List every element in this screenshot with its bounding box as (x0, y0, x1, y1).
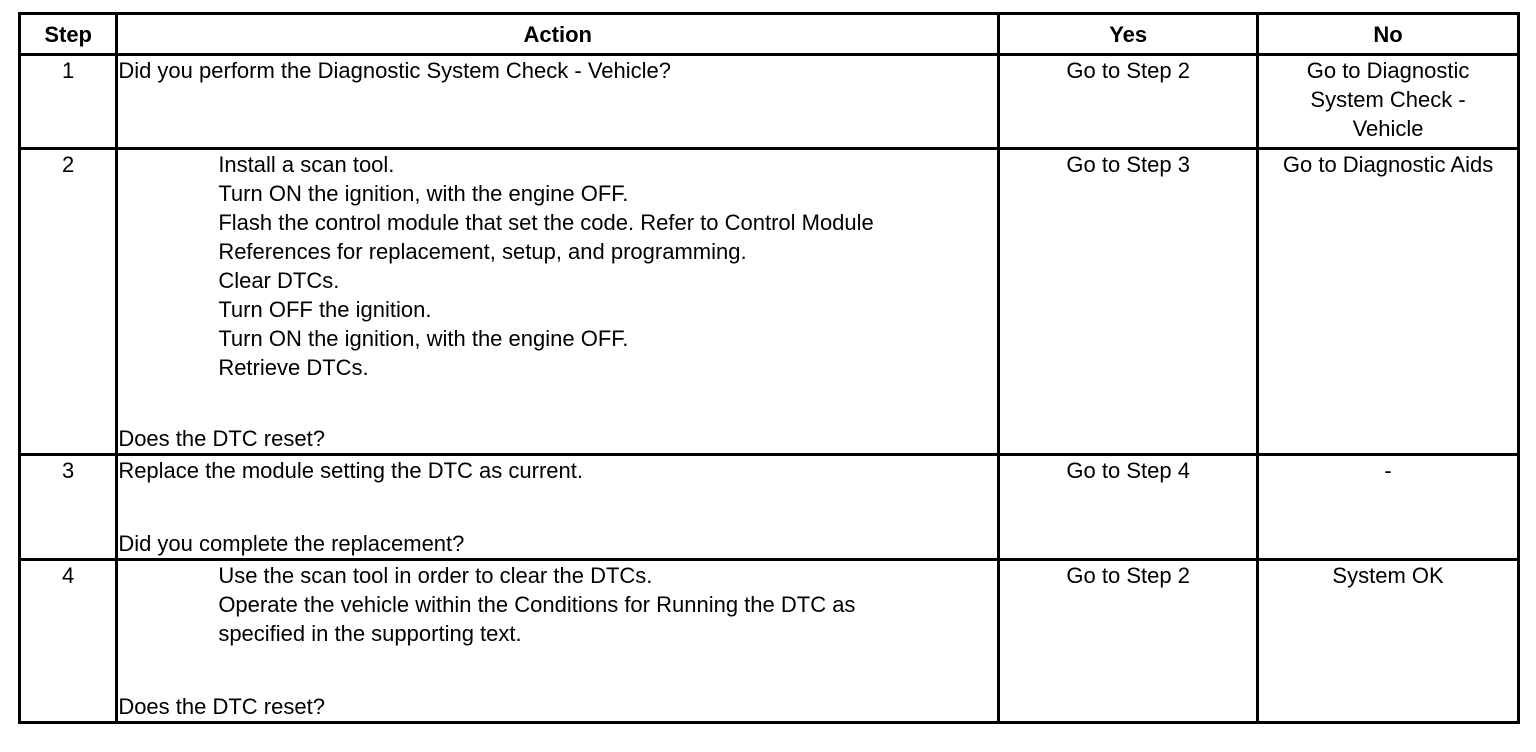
action-question: Does the DTC reset? (118, 426, 325, 451)
header-row (20, 14, 1519, 55)
no-line: System Check - (1310, 87, 1466, 112)
action-question: Did you complete the replacement? (118, 531, 465, 556)
instruction-item: Retrieve DTCs. (218, 355, 369, 380)
no-cell: Go to Diagnostic Aids (1258, 149, 1519, 455)
no-line: Vehicle (1352, 116, 1424, 141)
header-no: No (1258, 14, 1519, 55)
header-action: Action (117, 14, 999, 55)
instruction-item: Operate the vehicle within the Conditions for Running the DTC as (218, 592, 856, 617)
table-row (20, 55, 1519, 149)
instruction-item: Install a scan tool. (218, 152, 395, 177)
table-row (20, 455, 1519, 560)
instruction-item: Clear DTCs. (218, 268, 340, 293)
yes-cell: Go to Step 2 (999, 55, 1258, 149)
header-yes: Yes (999, 14, 1258, 55)
yes-cell: Go to Step 4 (999, 455, 1258, 560)
step-number: 3 (20, 455, 117, 560)
instruction-item: Flash the control module that set the code. Refer to Control Module (218, 210, 874, 235)
instruction-item: Turn OFF the ignition. (218, 297, 432, 322)
step-number: 1 (20, 55, 117, 149)
table-row (20, 560, 1519, 723)
no-line: Go to Diagnostic (1306, 58, 1470, 83)
action-cell (117, 55, 999, 149)
no-cell (1258, 55, 1519, 149)
instruction-item: Use the scan tool in order to clear the DTCs. (218, 563, 653, 588)
action-cell (117, 149, 999, 455)
action-question: Does the DTC reset? (118, 694, 325, 719)
instruction-item: specified in the supporting text. (218, 621, 522, 646)
action-intro: Replace the module setting the DTC as current. (118, 458, 583, 483)
header-step: Step (20, 14, 117, 55)
action-intro: Did you perform the Diagnostic System Check - Vehicle? (118, 58, 671, 83)
instruction-list (118, 561, 997, 648)
instruction-item: Turn ON the ignition, with the engine OFF. (218, 326, 629, 351)
action-cell (117, 560, 999, 723)
step-number: 4 (20, 560, 117, 723)
instruction-item: References for replacement, setup, and programming. (218, 239, 747, 264)
action-cell (117, 455, 999, 560)
instruction-list (118, 150, 997, 382)
yes-cell: Go to Step 3 (999, 149, 1258, 455)
no-cell: - (1258, 455, 1519, 560)
no-cell: System OK (1258, 560, 1519, 723)
instruction-item: Turn ON the ignition, with the engine OFF. (218, 181, 629, 206)
diagnostic-table (18, 12, 1520, 724)
step-number: 2 (20, 149, 117, 455)
yes-cell: Go to Step 2 (999, 560, 1258, 723)
table-row (20, 149, 1519, 455)
